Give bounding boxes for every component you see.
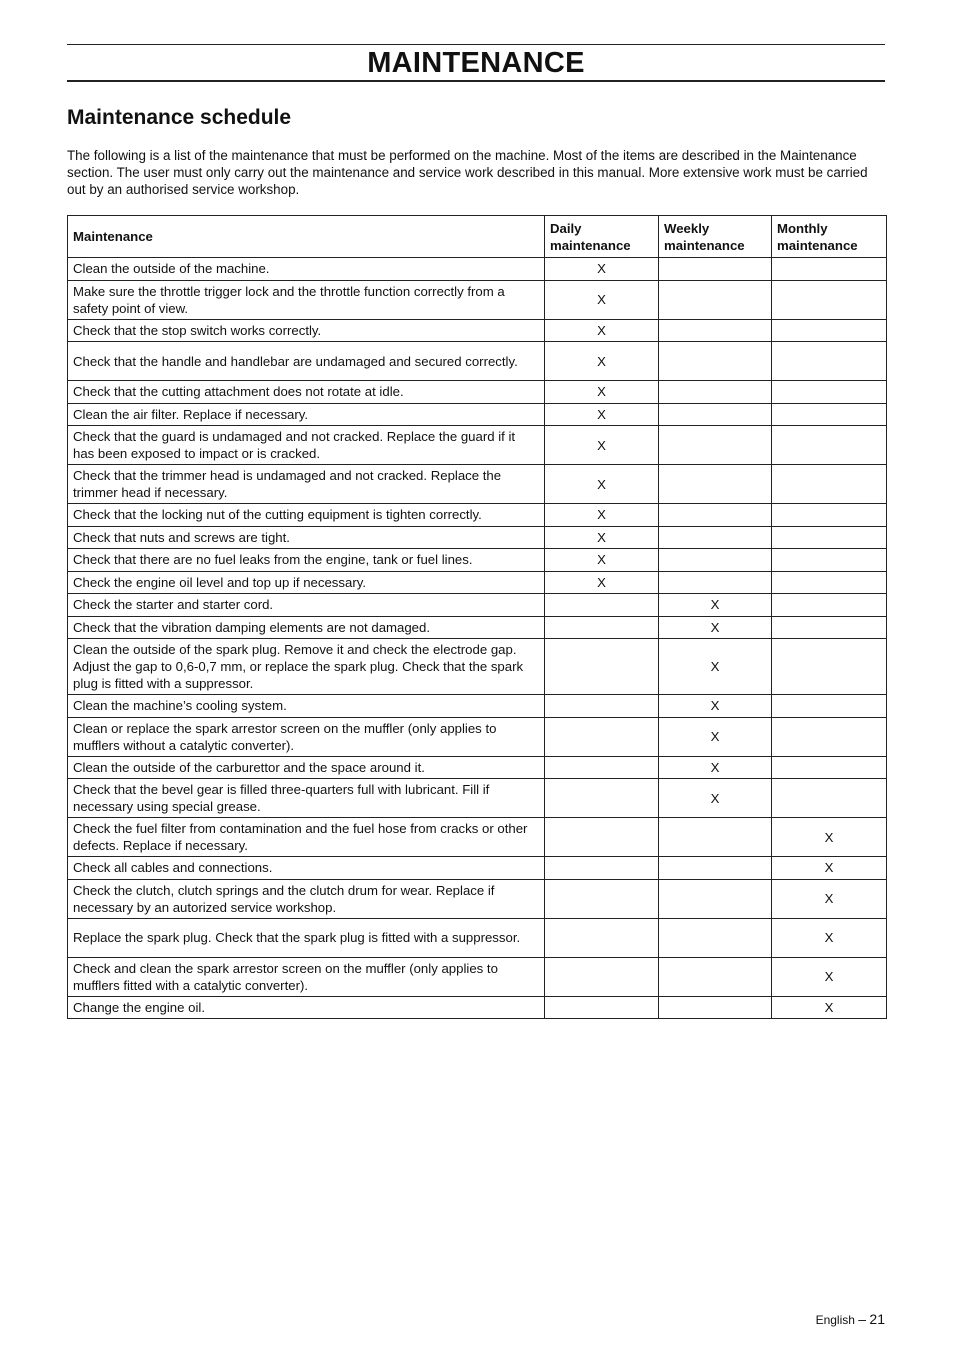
- monthly-cell: X: [772, 996, 887, 1019]
- task-cell: Check the fuel filter from contamination and the fuel hose from cracks or other defects. Replace if necessary.: [68, 818, 545, 857]
- table-row: [68, 756, 887, 779]
- weekly-cell: X: [659, 639, 772, 695]
- task-cell: Check that the guard is undamaged and not cracked. Replace the guard if it has been exposed to impact or is cracked.: [68, 426, 545, 465]
- page-number: 21: [869, 1311, 885, 1327]
- intro-paragraph: The following is a list of the maintenance that must be performed on the machine. Most of the items are described in the Maintenance section. The user must only carry out the maintenance and service work described in this manual. More extensive work must be carried out by an authorised service workshop.: [67, 148, 868, 197]
- daily-cell: X: [545, 504, 659, 527]
- task-cell: Clean the outside of the machine.: [68, 258, 545, 281]
- daily-cell: X: [545, 403, 659, 426]
- monthly-cell: [772, 526, 887, 549]
- task-cell: Clean the air filter. Replace if necessary.: [68, 403, 545, 426]
- table-row: [68, 504, 887, 527]
- table-row: [68, 571, 887, 594]
- daily-cell: X: [545, 342, 659, 381]
- table-row: [68, 426, 887, 465]
- table-row: [68, 381, 887, 404]
- weekly-cell: X: [659, 779, 772, 818]
- daily-cell: [545, 695, 659, 718]
- monthly-cell: [772, 504, 887, 527]
- monthly-cell: [772, 717, 887, 756]
- monthly-cell: [772, 319, 887, 342]
- daily-cell: [545, 918, 659, 957]
- table-row: [68, 526, 887, 549]
- monthly-cell: X: [772, 857, 887, 880]
- daily-cell: X: [545, 465, 659, 504]
- monthly-cell: [772, 381, 887, 404]
- table-row: [68, 996, 887, 1019]
- monthly-cell: [772, 779, 887, 818]
- daily-cell: X: [545, 571, 659, 594]
- monthly-cell: [772, 695, 887, 718]
- weekly-cell: X: [659, 695, 772, 718]
- weekly-cell: [659, 342, 772, 381]
- task-cell: Check that the stop switch works correctly.: [68, 319, 545, 342]
- weekly-cell: [659, 918, 772, 957]
- weekly-cell: [659, 280, 772, 319]
- column-header-daily: Daily maintenance: [545, 216, 659, 258]
- monthly-cell: [772, 342, 887, 381]
- task-cell: Change the engine oil.: [68, 996, 545, 1019]
- task-cell: Clean the outside of the spark plug. Remove it and check the electrode gap. Adjust the gap to 0,6-0,7 mm, or replace the spark plug. Check that the spark plug is fitted with a suppressor.: [68, 639, 545, 695]
- table-row: [68, 639, 887, 695]
- monthly-cell: [772, 403, 887, 426]
- daily-cell: [545, 779, 659, 818]
- page-footer: [816, 1311, 885, 1327]
- weekly-cell: X: [659, 616, 772, 639]
- weekly-cell: [659, 549, 772, 572]
- monthly-cell: X: [772, 879, 887, 918]
- daily-cell: [545, 639, 659, 695]
- daily-cell: X: [545, 549, 659, 572]
- table-row: [68, 319, 887, 342]
- task-cell: Check and clean the spark arrestor screen on the muffler (only applies to mufflers fitted with a catalytic converter).: [68, 957, 545, 996]
- daily-cell: [545, 996, 659, 1019]
- monthly-cell: [772, 549, 887, 572]
- daily-cell: [545, 717, 659, 756]
- table-row: [68, 280, 887, 319]
- daily-cell: [545, 879, 659, 918]
- daily-cell: [545, 818, 659, 857]
- task-cell: Check that the locking nut of the cutting equipment is tighten correctly.: [68, 504, 545, 527]
- task-cell: Clean the machine’s cooling system.: [68, 695, 545, 718]
- weekly-cell: [659, 319, 772, 342]
- table-row: [68, 857, 887, 880]
- monthly-cell: [772, 571, 887, 594]
- task-cell: Check that the vibration damping elements are not damaged.: [68, 616, 545, 639]
- task-cell: Check that the trimmer head is undamaged and not cracked. Replace the trimmer head if necessary.: [68, 465, 545, 504]
- monthly-cell: [772, 616, 887, 639]
- table-row: [68, 818, 887, 857]
- footer-language: English: [815, 1313, 855, 1327]
- task-cell: Check that there are no fuel leaks from the engine, tank or fuel lines.: [68, 549, 545, 572]
- monthly-cell: X: [772, 818, 887, 857]
- weekly-cell: [659, 504, 772, 527]
- daily-cell: X: [545, 280, 659, 319]
- table-header-row: [68, 216, 887, 258]
- monthly-cell: X: [772, 918, 887, 957]
- table-row: [68, 717, 887, 756]
- column-header-monthly: Monthly maintenance: [772, 216, 887, 258]
- footer-separator: –: [858, 1311, 867, 1327]
- monthly-cell: X: [772, 957, 887, 996]
- table-row: [68, 879, 887, 918]
- weekly-cell: [659, 381, 772, 404]
- daily-cell: [545, 616, 659, 639]
- task-cell: Check that the bevel gear is filled three-quarters full with lubricant. Fill if necessary using special grease.: [68, 779, 545, 818]
- column-header-weekly: Weekly maintenance: [659, 216, 772, 258]
- daily-cell: [545, 957, 659, 996]
- maintenance-schedule-table: [67, 215, 887, 1019]
- weekly-cell: [659, 996, 772, 1019]
- weekly-cell: X: [659, 717, 772, 756]
- daily-cell: X: [545, 381, 659, 404]
- task-cell: Clean the outside of the carburettor and the space around it.: [68, 756, 545, 779]
- weekly-cell: [659, 426, 772, 465]
- page-header: [67, 44, 885, 82]
- monthly-cell: [772, 465, 887, 504]
- daily-cell: [545, 857, 659, 880]
- page-title: MAINTENANCE: [367, 47, 585, 79]
- daily-cell: X: [545, 319, 659, 342]
- table-row: [68, 403, 887, 426]
- weekly-cell: [659, 857, 772, 880]
- monthly-cell: [772, 258, 887, 281]
- table-row: [68, 342, 887, 381]
- weekly-cell: [659, 571, 772, 594]
- table-row: [68, 549, 887, 572]
- weekly-cell: [659, 879, 772, 918]
- daily-cell: [545, 756, 659, 779]
- weekly-cell: [659, 957, 772, 996]
- daily-cell: X: [545, 258, 659, 281]
- table-row: [68, 695, 887, 718]
- table-row: [68, 465, 887, 504]
- table-row: [68, 918, 887, 957]
- weekly-cell: [659, 403, 772, 426]
- monthly-cell: [772, 756, 887, 779]
- weekly-cell: [659, 465, 772, 504]
- column-header-maintenance: Maintenance: [68, 216, 545, 258]
- task-cell: Check all cables and connections.: [68, 857, 545, 880]
- task-cell: Replace the spark plug. Check that the spark plug is fitted with a suppressor.: [68, 918, 545, 957]
- task-cell: Check that nuts and screws are tight.: [68, 526, 545, 549]
- section-title: Maintenance schedule: [67, 106, 292, 129]
- table-row: [68, 616, 887, 639]
- monthly-cell: [772, 280, 887, 319]
- daily-cell: [545, 594, 659, 617]
- monthly-cell: [772, 426, 887, 465]
- monthly-cell: [772, 594, 887, 617]
- task-cell: Check that the cutting attachment does not rotate at idle.: [68, 381, 545, 404]
- weekly-cell: [659, 526, 772, 549]
- daily-cell: X: [545, 426, 659, 465]
- task-cell: Check that the handle and handlebar are undamaged and secured correctly.: [68, 342, 545, 381]
- table-row: [68, 957, 887, 996]
- weekly-cell: [659, 818, 772, 857]
- table-row: [68, 258, 887, 281]
- task-cell: Check the engine oil level and top up if necessary.: [68, 571, 545, 594]
- table-row: [68, 779, 887, 818]
- weekly-cell: X: [659, 594, 772, 617]
- task-cell: Check the clutch, clutch springs and the clutch drum for wear. Replace if necessary by an autorized service workshop.: [68, 879, 545, 918]
- task-cell: Clean or replace the spark arrestor screen on the muffler (only applies to mufflers without a catalytic converter).: [68, 717, 545, 756]
- weekly-cell: X: [659, 756, 772, 779]
- table-row: [68, 594, 887, 617]
- weekly-cell: [659, 258, 772, 281]
- task-cell: Make sure the throttle trigger lock and the throttle function correctly from a safety point of view.: [68, 280, 545, 319]
- task-cell: Check the starter and starter cord.: [68, 594, 545, 617]
- monthly-cell: [772, 639, 887, 695]
- daily-cell: X: [545, 526, 659, 549]
